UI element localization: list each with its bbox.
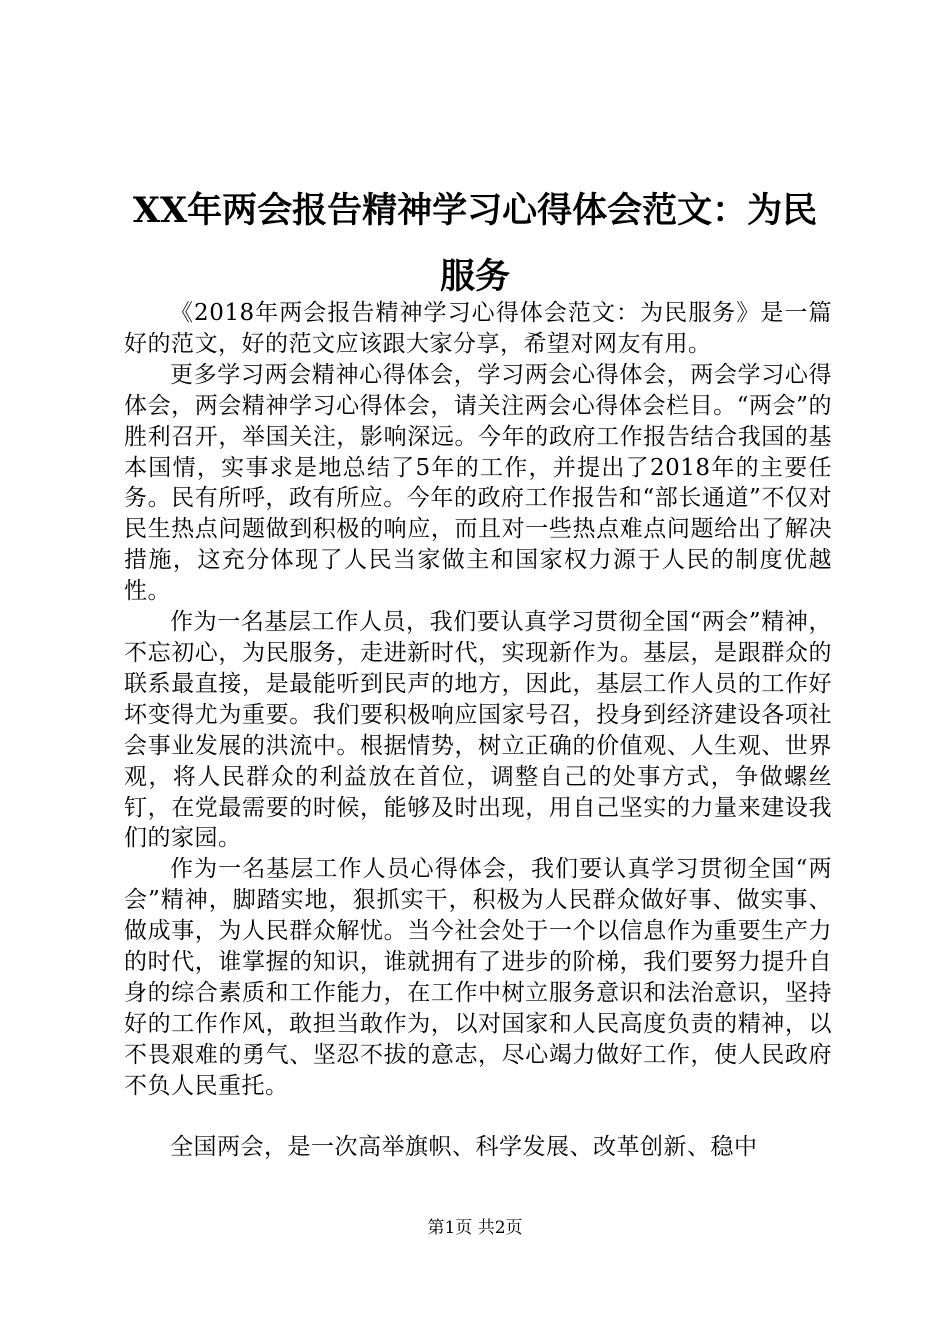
paragraph-4: 作为一名基层工作人员心得体会，我们要认真学习贯彻全国“两会”精神，脚踏实地，狠抓实干，积极为人民群众做好事、做实事、做成事，为人民群众解忧。当今社会处于一个以信息作为重要生产力的时代，谁掌握的知识，谁就拥有了进步的阶梯，我们要努力提升自身的综合素质和工作能力，在工作中树立服务意识和法治意识，坚持好的工作作风，敢担当敢作为，以对国家和人民高度负责的精神，以不畏艰难的勇气、坚忍不拔的意志，尽心竭力做好工作，使人民政府不负人民重托。: [124, 856, 832, 1099]
paragraph-3: 作为一名基层工作人员，我们要认真学习贯彻全国“两会”精神，不忘初心，为民服务，走进新时代，实现新作为。基层，是跟群众的联系最直接，是最能听到民声的地方，因此，基层工作人员的工作好坏变得尤为重要。我们要积极响应国家号召，投身到经济建设各项社会事业发展的洪流中。根据情势，树立正确的价值观、人生观、世界观，将人民群众的利益放在首位，调整自己的处事方式，争做螺丝钉，在党最需要的时候，能够及时出现，用自己坚实的力量来建设我们的家园。: [124, 609, 832, 852]
document-title: XX年两会报告精神学习心得体会范文：为民服务: [132, 190, 818, 297]
document-body: [124, 298, 832, 1162]
paragraph-intro: 《2018年两会报告精神学习心得体会范文：为民服务》是一篇好的范文，好的范文应该跟大家分享，希望对网友有用。: [124, 300, 832, 357]
page-footer: 第1页 共2页: [427, 1218, 523, 1238]
paragraph-5: 全国两会，是一次高举旗帜、科学发展、改革创新、稳中: [170, 1133, 758, 1160]
paragraph-2: 更多学习两会精神心得体会，学习两会心得体会，两会学习心得体会，两会精神学习心得体会，请关注两会心得体会栏目。“两会”的胜利召开，举国关注，影响深远。今年的政府工作报告结合我国的基本国情，实事求是地总结了5年的工作，并提出了2018年的主要任务。民有所呼，政有所应。今年的政府工作报告和“部长通道”不仅对民生热点问题做到积极的响应，而且对一些热点难点问题给出了解决措施，这充分体现了人民当家做主和国家权力源于人民的制度优越性。: [124, 361, 832, 605]
